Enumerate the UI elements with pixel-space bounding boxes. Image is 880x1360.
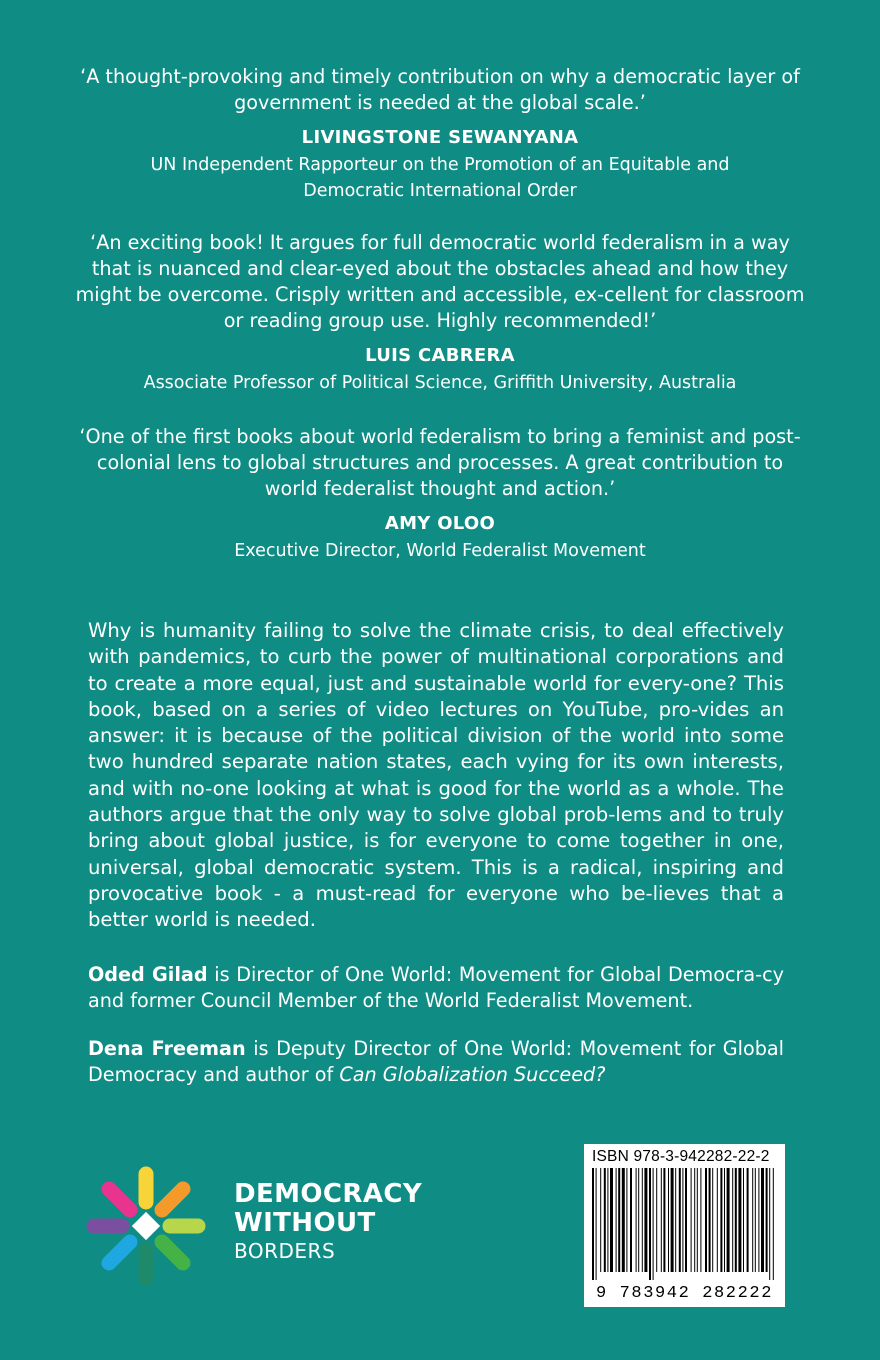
barcode-bar xyxy=(675,1168,676,1272)
author-bio-text: is Deputy Director of One World: Movement for Global Democracy and author of xyxy=(88,1037,784,1086)
barcode-bar xyxy=(700,1168,701,1272)
barcode-bars xyxy=(590,1168,779,1280)
endorsement-author: AMY OLOO xyxy=(384,513,496,534)
barcode-bar xyxy=(636,1168,637,1272)
barcode-bar xyxy=(604,1168,606,1272)
barcode-bar xyxy=(630,1168,632,1272)
endorsement xyxy=(70,424,810,564)
endorsements xyxy=(70,64,810,590)
barcode-bar xyxy=(644,1168,647,1272)
barcode-bar xyxy=(610,1168,613,1272)
barcode-bar xyxy=(661,1168,662,1272)
barcode-bar xyxy=(656,1168,657,1272)
barcode-bar xyxy=(709,1168,711,1272)
book-description: Why is humanity failing to solve the climate crisis, to deal effectively with pandemics, to curb the power of multinational corporations and to create a more equal, just and sustainable world for every-one? This book, based on a series of video lectures on YouTube, pro-vides an answer: it is because of the political division of the world into some two hundred separate nation states, each vying for its own interests, and with no-one looking at what is good for the world as a whole. The authors argue that the only way to solve global prob-lems and to truly bring about global justice, is for everyone to come together in one, universal, global democratic system. This is a radical, inspiring and provocative book - a must-read for everyone who be-lieves that a better world is needed. xyxy=(88,619,784,932)
author-bio-name: Dena Freeman xyxy=(88,1037,246,1060)
barcode-bar xyxy=(769,1168,770,1280)
barcode-bar xyxy=(616,1168,617,1272)
barcode-bar xyxy=(638,1168,639,1272)
barcode-bar xyxy=(697,1168,698,1272)
star-burst-logo-icon xyxy=(82,1162,210,1290)
barcode-bar xyxy=(642,1168,643,1272)
barcode-bar xyxy=(727,1168,730,1272)
barcode-bar xyxy=(663,1168,665,1272)
barcode-bar xyxy=(626,1168,627,1272)
endorsement-quote: ‘One of the first books about world federalism to bring a feminist and post-colonial lens to global structures and processes. A great contribution to world federalist thought and action.’ xyxy=(79,425,801,500)
publisher-wordmark xyxy=(234,1180,422,1264)
barcode-bar xyxy=(705,1168,707,1272)
endorsement-role: UN Independent Rapporteur on the Promotion of an Equitable and Democratic International Order xyxy=(150,155,730,201)
barcode-bar xyxy=(622,1168,625,1272)
barcode-bar xyxy=(691,1168,692,1272)
barcode-bar xyxy=(712,1168,713,1272)
endorsement-quote: ‘A thought-provoking and timely contribution on why a democratic layer of government is needed at the global scale.’ xyxy=(80,65,800,114)
barcode-bar xyxy=(682,1168,683,1272)
barcode-bar xyxy=(671,1168,674,1272)
endorsement xyxy=(70,230,810,396)
endorsement-author: LUIS CABRERA xyxy=(365,345,515,366)
barcode-bar xyxy=(773,1168,774,1280)
barcode-bar xyxy=(679,1168,681,1272)
author-bio-book-title: Can Globalization Succeed? xyxy=(339,1063,606,1086)
barcode-bar xyxy=(758,1168,759,1272)
barcode-bar xyxy=(761,1168,764,1272)
barcode-bar xyxy=(592,1168,594,1280)
barcode-bar xyxy=(738,1168,741,1272)
barcode-bar xyxy=(735,1168,737,1272)
isbn-label: ISBN 978-3-942282-22-2 xyxy=(592,1148,770,1165)
barcode-bar xyxy=(649,1168,651,1280)
barcode-bar xyxy=(720,1168,722,1272)
barcode-bar xyxy=(618,1168,620,1272)
author-bio xyxy=(88,1036,784,1088)
barcode-bar xyxy=(732,1168,733,1272)
publisher-name-line3: BORDERS xyxy=(234,1239,336,1263)
author-bio-text: is Director of One World: Movement for Global Democra-cy and former Council Member of the World Federalist Movement. xyxy=(88,963,785,1012)
barcode-bar xyxy=(600,1168,601,1272)
barcode-bar xyxy=(668,1168,669,1272)
endorsement-role: Executive Director, World Federalist Movement xyxy=(234,541,646,561)
barcode-bar xyxy=(724,1168,725,1272)
barcode-bar xyxy=(685,1168,687,1272)
barcode-bar xyxy=(717,1168,718,1272)
publisher-name-line2: WITHOUT xyxy=(234,1208,376,1238)
barcode-bar xyxy=(596,1168,597,1280)
barcode-bar xyxy=(743,1168,744,1272)
barcode-number: 9 783942 282222 xyxy=(595,1284,774,1303)
barcode-bar xyxy=(747,1168,749,1272)
barcode-bar xyxy=(607,1168,608,1272)
barcode-bar xyxy=(755,1168,756,1272)
author-bio xyxy=(88,962,784,1014)
publisher-name-line1: DEMOCRACY xyxy=(234,1179,423,1209)
barcode-bar xyxy=(752,1168,753,1272)
author-bio-name: Oded Gilad xyxy=(88,963,208,986)
isbn-barcode xyxy=(584,1144,785,1307)
endorsement-role: Associate Professor of Political Science, Griffith University, Australia xyxy=(143,373,737,393)
barcode-bar xyxy=(653,1168,654,1280)
endorsement-quote: ‘An exciting book! It argues for full democratic world federalism in a way that is nuanced and clear-eyed about the obstacles ahead and how they might be overcome. Crisply written and accessible, ex-cellent for classroom or reading group use. Highly recommended!’ xyxy=(75,231,805,332)
endorsement xyxy=(70,64,810,204)
endorsement-author: LIVINGSTONE SEWANYANA xyxy=(301,127,579,148)
barcode-bar xyxy=(694,1168,695,1272)
barcode-bar xyxy=(766,1168,768,1272)
